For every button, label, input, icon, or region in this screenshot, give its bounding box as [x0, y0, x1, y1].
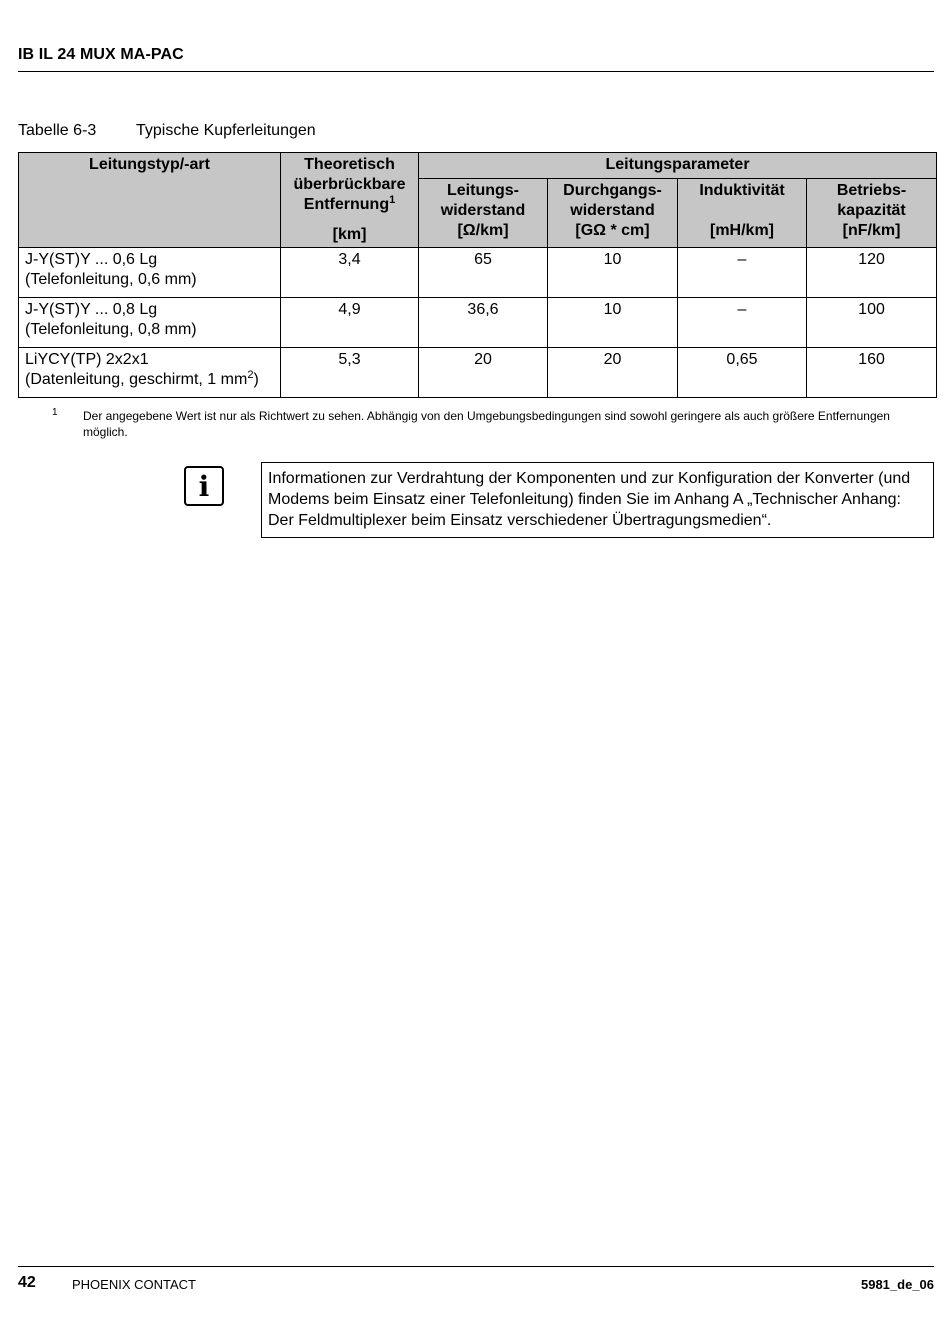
footnote-mark: 1: [52, 407, 58, 418]
document-code: 5981_de_06: [860, 1277, 934, 1292]
header-insulation: Durchgangs- widerstand [GΩ * cm]: [548, 179, 678, 248]
header-cable-type: Leitungstyp/-art: [19, 153, 281, 248]
footer-divider: [18, 1266, 934, 1267]
header-capacitance-unit: [nF/km]: [842, 222, 901, 240]
header-resistance-unit: [Ω/km]: [457, 222, 509, 240]
cell-insulation: 10: [548, 298, 678, 348]
table-footnote: [52, 408, 932, 440]
header-insulation-unit: [GΩ * cm]: [575, 222, 650, 240]
cell-capacitance: 160: [807, 348, 937, 398]
copper-cable-table: [18, 152, 937, 398]
table-row: [19, 298, 937, 348]
cell-cable-type: J-Y(ST)Y ... 0,6 Lg (Telefonleitung, 0,6 mm): [19, 248, 281, 298]
table-header-row: [19, 153, 937, 179]
header-distance: Theoretisch überbrückbare Entfernung$^1$ [km]: [281, 153, 419, 248]
info-icon: i: [184, 466, 224, 506]
cell-resistance: 20: [419, 348, 548, 398]
header-inductance-unit: [mH/km]: [709, 222, 774, 240]
header-line-parameters: Leitungsparameter: [419, 153, 937, 179]
footnote-ref: 1: [389, 194, 396, 206]
cell-insulation: 20: [548, 348, 678, 398]
cell-inductance: 0,65: [678, 348, 807, 398]
table-row: [19, 348, 937, 398]
cell-insulation: 10: [548, 248, 678, 298]
table-caption: [18, 122, 316, 140]
company-name: PHOENIX CONTACT: [72, 1277, 196, 1292]
table-caption-text: Typische Kupferleitungen: [136, 122, 316, 139]
cell-resistance: 65: [419, 248, 548, 298]
cell-inductance: –: [678, 298, 807, 348]
info-note: Informationen zur Verdrahtung der Komponenten und zur Konfiguration der Konverter (und Modems beim Einsatz einer Telefonleitung) finden Sie im Anhang A „Technischer Anhang: Der Feldmultiplexer beim Einsatz verschiedener Übertragungsmedien“.: [261, 462, 934, 538]
cell-cable-type: LiYCY(TP) 2x2x1 (Datenleitung, geschirmt, 1 $mm^2$): [19, 348, 281, 398]
cell-capacitance: 100: [807, 298, 937, 348]
document-header-title: IB IL 24 MUX MA-PAC: [18, 46, 184, 63]
cell-capacitance: 120: [807, 248, 937, 298]
header-capacitance: Betriebs- kapazität [nF/km]: [807, 179, 937, 248]
header-divider: [18, 71, 934, 72]
cell-distance: 3,4: [281, 248, 419, 298]
header-distance-unit: [km]: [332, 226, 367, 243]
footnote-text: Der angegebene Wert ist nur als Richtwert zu sehen. Abhängig von den Umgebungsbedingungen sind sowohl geringere als auch größere Entfernungen möglich.: [83, 409, 890, 439]
cell-distance: 5,3: [281, 348, 419, 398]
table-row: [19, 248, 937, 298]
header-inductance: Induktivität [mH/km]: [678, 179, 807, 248]
cell-resistance: 36,6: [419, 298, 548, 348]
table-caption-number: Tabelle 6-3: [18, 122, 97, 139]
header-resistance: Leitungs- widerstand [Ω/km]: [419, 179, 548, 248]
cell-distance: 4,9: [281, 298, 419, 348]
cell-cable-type: J-Y(ST)Y ... 0,8 Lg (Telefonleitung, 0,8 mm): [19, 298, 281, 348]
page-number: 42: [18, 1274, 36, 1291]
cell-inductance: –: [678, 248, 807, 298]
